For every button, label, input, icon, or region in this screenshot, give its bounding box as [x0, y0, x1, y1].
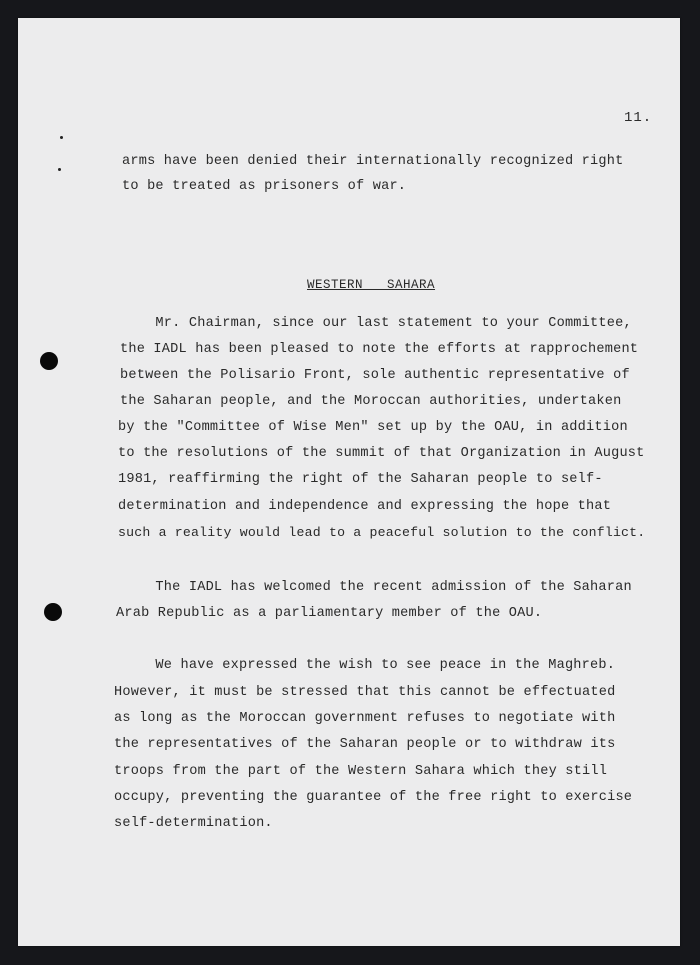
paragraph-line: determination and independence and expressing the hope that [118, 499, 612, 514]
intro-line: arms have been denied their internationally recognized right [122, 154, 624, 169]
paragraph-line: such a reality would lead to a peaceful solution to the conflict. [118, 525, 646, 540]
paper-mark [58, 168, 61, 171]
paper-mark [60, 136, 63, 139]
paragraph-line: between the Polisario Front, sole authentic representative of [120, 368, 630, 383]
paragraph-line: We have expressed the wish to see peace in the Maghreb. [122, 658, 616, 673]
page-number: 11. [624, 110, 653, 126]
paragraph-line: Arab Republic as a parliamentary member of the OAU. [116, 606, 543, 621]
paragraph-line: Mr. Chairman, since our last statement to your Committee, [122, 316, 632, 331]
punch-hole [44, 603, 62, 621]
section-heading: WESTERN SAHARA [307, 278, 436, 292]
paragraph-line: the IADL has been pleased to note the efforts at rapprochement [120, 342, 639, 357]
document-page [18, 18, 680, 946]
paragraph-line: However, it must be stressed that this cannot be effectuated [114, 685, 616, 700]
paragraph-line: The IADL has welcomed the recent admission of the Saharan [122, 580, 632, 595]
paragraph-line: 1981, reaffirming the right of the Saharan people to self- [118, 472, 603, 487]
paragraph-line: the Saharan people, and the Moroccan authorities, undertaken [120, 394, 622, 409]
paragraph-line: occupy, preventing the guarantee of the free right to exercise [114, 790, 633, 805]
paragraph-line: to the resolutions of the summit of that Organization in August [118, 446, 645, 461]
paragraph-line: by the "Committee of Wise Men" set up by the OAU, in addition [118, 420, 628, 435]
paragraph-line: self-determination. [114, 816, 273, 831]
paragraph-line: the representatives of the Saharan people or to withdraw its [114, 737, 616, 752]
intro-line: to be treated as prisoners of war. [122, 179, 407, 194]
paragraph-line: as long as the Moroccan government refuses to negotiate with [114, 711, 616, 726]
paragraph-line: troops from the part of the Western Sahara which they still [114, 764, 608, 779]
punch-hole [40, 352, 58, 370]
